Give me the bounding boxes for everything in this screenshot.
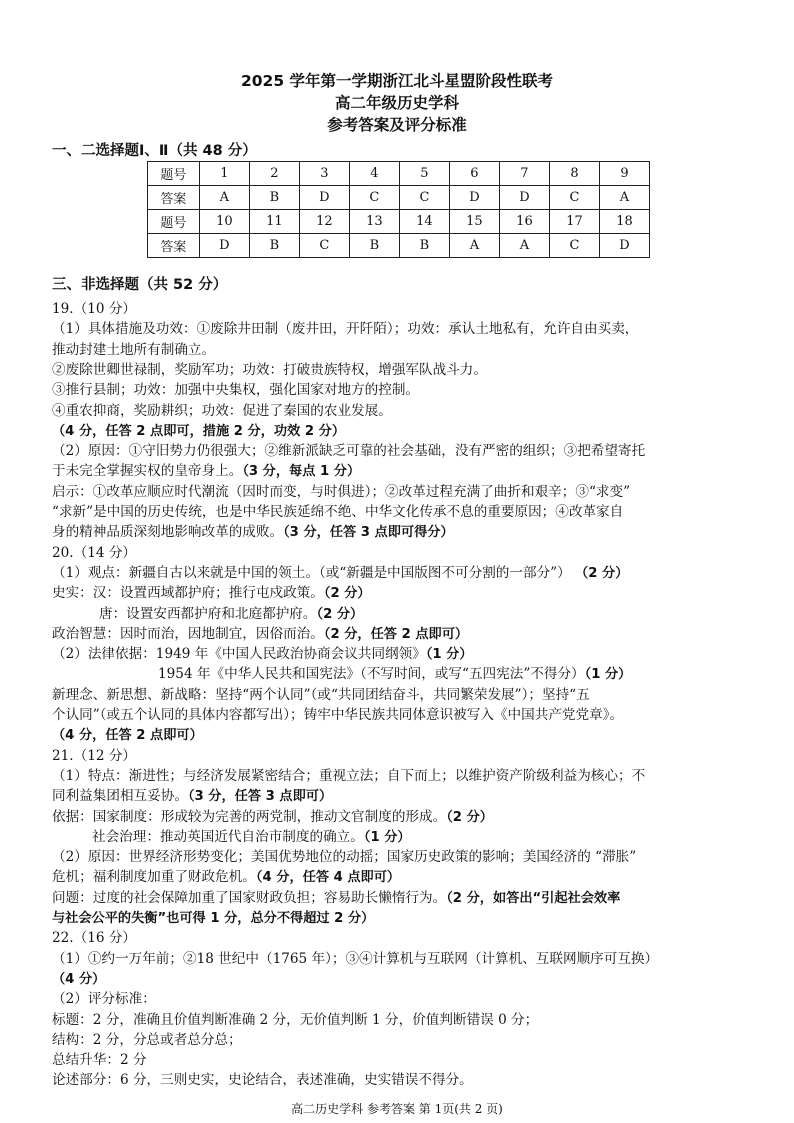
q20-score-note: （2 分） xyxy=(316,606,364,622)
table-cell: A xyxy=(199,186,249,210)
table-cell: 6 xyxy=(449,162,499,186)
table-cell: A xyxy=(499,234,549,258)
q22-line: 论述部分：6 分，三则史实，史论结合，表述准确，史实错误不得分。 xyxy=(52,1072,473,1089)
table-row xyxy=(148,162,650,186)
table-cell: B xyxy=(249,186,299,210)
q20-text: （1）观点：新疆自古以来就是中国的领土。（或“新疆是中国版图不可分割的一部分”） xyxy=(52,564,571,581)
table-cell: 13 xyxy=(349,210,399,234)
table-cell: 10 xyxy=(199,210,249,234)
q20-score-note: （2 分） xyxy=(575,565,629,581)
q19-line: “求新”是中国的历史传统，也是中华民族延绵不绝、中华文化传承不息的重要原因；④改革家自 xyxy=(52,504,624,520)
table-cell: 11 xyxy=(249,210,299,234)
q19-line: ②废除世卿世禄制，奖励军功；功效：打破贵族特权，增强军队战斗力。 xyxy=(52,361,487,378)
q20-line xyxy=(52,583,752,604)
q20-line xyxy=(52,563,752,584)
q22-score-note: （4 分） xyxy=(52,971,106,987)
q21-line xyxy=(52,807,752,828)
q19-score-note: （4 分，任答 2 点即可，措施 2 分，功效 2 分） xyxy=(52,423,346,439)
q20-score-note: （1 分） xyxy=(425,647,473,663)
q20-score-note: （2 分） xyxy=(323,586,371,602)
table-cell: D xyxy=(449,186,499,210)
q22-heading: 22.（16 分） xyxy=(52,930,137,947)
table-cell: D xyxy=(599,234,649,258)
table-cell: 2 xyxy=(249,162,299,186)
table-row xyxy=(148,234,650,258)
q21-line xyxy=(52,867,752,888)
q19-score-note: （3 分，每点 1 分） xyxy=(242,464,361,480)
q19-line xyxy=(52,461,752,482)
q21-line: （2）原因：世界经济形势变化；美国优势地位的动摇；国家历史政策的影响；美国经济的 “滞胀” xyxy=(52,849,637,866)
table-cell: C xyxy=(349,186,399,210)
q19-text: 身的精神品质深刻地影响改革的成败。 xyxy=(52,524,284,541)
q21-text: 同利益集团相互妥协。 xyxy=(52,788,188,805)
q20-heading: 20.（14 分） xyxy=(52,544,137,561)
doc-subtitle-grade: 高二年级历史学科 xyxy=(334,94,459,112)
table-cell: 12 xyxy=(299,210,349,234)
page-footer: 高二历史学科 参考答案 第 1页(共 2 页) xyxy=(291,1102,503,1116)
table-cell: 5 xyxy=(399,162,449,186)
table-cell: 18 xyxy=(599,210,649,234)
q20-line xyxy=(52,644,752,665)
q20-line: 个认同”（或五个认同的具体内容都写出）；铸牢中华民族共同体意识被写入《中国共产党党章》。 xyxy=(52,707,624,723)
table-cell: 16 xyxy=(499,210,549,234)
q19-score-note: （3 分，任答 3 点即可得分） xyxy=(283,525,454,541)
q21-score-note: （1 分） xyxy=(363,829,411,845)
table-cell: C xyxy=(549,186,599,210)
q21-score-note: 与社会公平的失衡”也可得 1 分，总分不得超过 2 分） xyxy=(52,911,375,926)
q19-line: ④重农抑商，奖励耕织；功效：促进了秦国的农业发展。 xyxy=(52,402,392,419)
section-heading-nonchoice: 三、非选择题（共 52 分） xyxy=(52,277,228,293)
table-cell: C xyxy=(299,234,349,258)
table-row xyxy=(148,210,650,234)
q20-score-note: （2 分，任答 2 点即可） xyxy=(323,626,469,642)
table-cell: B xyxy=(399,234,449,258)
q21-score-note: （3 分，任答 3 点即可） xyxy=(187,789,333,805)
table-cell: B xyxy=(249,234,299,258)
q19-line: （1）具体措施及功效：①废除井田制（废井田，开阡陌）；功效：承认土地私有，允许自由买卖， xyxy=(52,321,639,338)
q21-line xyxy=(52,827,792,848)
q19-heading: 19.（10 分） xyxy=(52,301,137,317)
q21-heading: 21.（12 分） xyxy=(52,747,137,764)
table-cell: 9 xyxy=(599,162,649,186)
doc-title: 2025 学年第一学期浙江北斗星盟阶段性联考 xyxy=(240,72,554,90)
q22-line: 结构：2 分，分总或者总分总； xyxy=(52,1031,242,1048)
doc-subtitle-answers: 参考答案及评分标准 xyxy=(327,116,467,134)
q19-line: （2）原因：①守旧势力仍很强大；②维新派缺乏可靠的社会基础，没有严密的组织；③把希望寄托 xyxy=(52,443,646,460)
table-cell: 1 xyxy=(199,162,249,186)
table-cell: D xyxy=(499,186,549,210)
row-label: 题号 xyxy=(148,162,200,186)
q21-text: 依据：国家制度：形成较为完善的两党制，推动文官制度的形成。 xyxy=(52,808,447,825)
table-row xyxy=(148,186,650,210)
q21-text: 问题：过度的社会保障加重了国家财政负担；容易助长懒惰行为。 xyxy=(52,889,447,906)
q22-line: 标题：2 分，准确且价值判断准确 2 分，无价值判断 1 分，价值判断错误 0 分； xyxy=(52,1011,539,1028)
q19-text: 于未完全掌握实权的皇帝身上。 xyxy=(52,463,243,480)
table-cell: C xyxy=(549,234,599,258)
table-cell: 7 xyxy=(499,162,549,186)
q19-line: 推动封建土地所有制确立。 xyxy=(52,341,216,358)
q22-line: （2）评分标准： xyxy=(52,991,156,1008)
section-heading-choice: 一、二选择题Ⅰ、Ⅱ（共 48 分） xyxy=(52,143,257,159)
q21-text: 社会治理：推动英国近代自治市制度的确立。 xyxy=(92,828,364,845)
q20-line xyxy=(52,624,752,645)
table-cell: D xyxy=(199,234,249,258)
q21-text: 危机；福利制度加重了财政危机。 xyxy=(52,869,256,886)
q20-score-note: （4 分，任答 2 点即可） xyxy=(52,728,203,744)
q21-line xyxy=(52,888,752,909)
table-cell: D xyxy=(299,186,349,210)
q20-text: 政治智慧：因时而治，因地制宜，因俗而治。 xyxy=(52,625,324,642)
table-cell: 14 xyxy=(399,210,449,234)
table-cell: 3 xyxy=(299,162,349,186)
table-cell: B xyxy=(349,234,399,258)
q20-text: 1954 年《中华人民共和国宪法》（不写时间，或写“五四宪法”不得分） xyxy=(158,666,585,683)
row-label: 答案 xyxy=(148,234,200,258)
q20-text: 史实：汉：设置西域都护府；推行屯戍政策。 xyxy=(52,585,324,602)
q20-text: 唐：设置安西都护府和北庭都护府。 xyxy=(99,605,317,622)
table-cell: A xyxy=(449,234,499,258)
q21-score-note: （2 分） xyxy=(446,809,493,825)
q19-line xyxy=(52,522,752,543)
q20-line xyxy=(52,664,794,685)
q20-line: 新理念、新思想、新战略：坚持“两个认同”（或“共同团结奋斗，共同繁荣发展”）；坚持“五 xyxy=(52,686,590,703)
q20-text: （2）法律依据：1949 年《中国人民政治协商会议共同纲领》 xyxy=(52,646,426,663)
answer-table xyxy=(147,161,650,258)
q21-line: （1）特点：渐进性；与经济发展紧密结合；重视立法；自下而上；以维护资产阶级利益为核心；不 xyxy=(52,767,646,784)
q19-line: 启示：①改革应顺应时代潮流（因时而变，与时俱进）；②改革过程充满了曲折和艰辛；③“求变” xyxy=(52,483,631,500)
table-cell: 4 xyxy=(349,162,399,186)
q20-line xyxy=(52,604,794,625)
table-cell: 8 xyxy=(549,162,599,186)
q21-score-note: （4 分，任答 4 点即可） xyxy=(255,870,401,886)
row-label: 答案 xyxy=(148,186,200,210)
table-cell: A xyxy=(599,186,649,210)
row-label: 题号 xyxy=(148,210,200,234)
table-cell: 15 xyxy=(449,210,499,234)
q19-line: ③推行县制；功效：加强中央集权，强化国家对地方的控制。 xyxy=(52,382,420,399)
q21-line xyxy=(52,786,752,807)
q21-score-note: （2 分，如答出“引起社会效率 xyxy=(446,890,621,906)
q22-line: 总结升华：2 分 xyxy=(52,1052,147,1069)
table-cell: 17 xyxy=(549,210,599,234)
table-cell: C xyxy=(399,186,449,210)
q22-line: （1）①约一万年前；②18 世纪中（1765 年）；③④计算机与互联网（计算机、互联网顺序可互换） xyxy=(52,950,659,967)
q20-score-note: （1 分） xyxy=(584,667,632,683)
